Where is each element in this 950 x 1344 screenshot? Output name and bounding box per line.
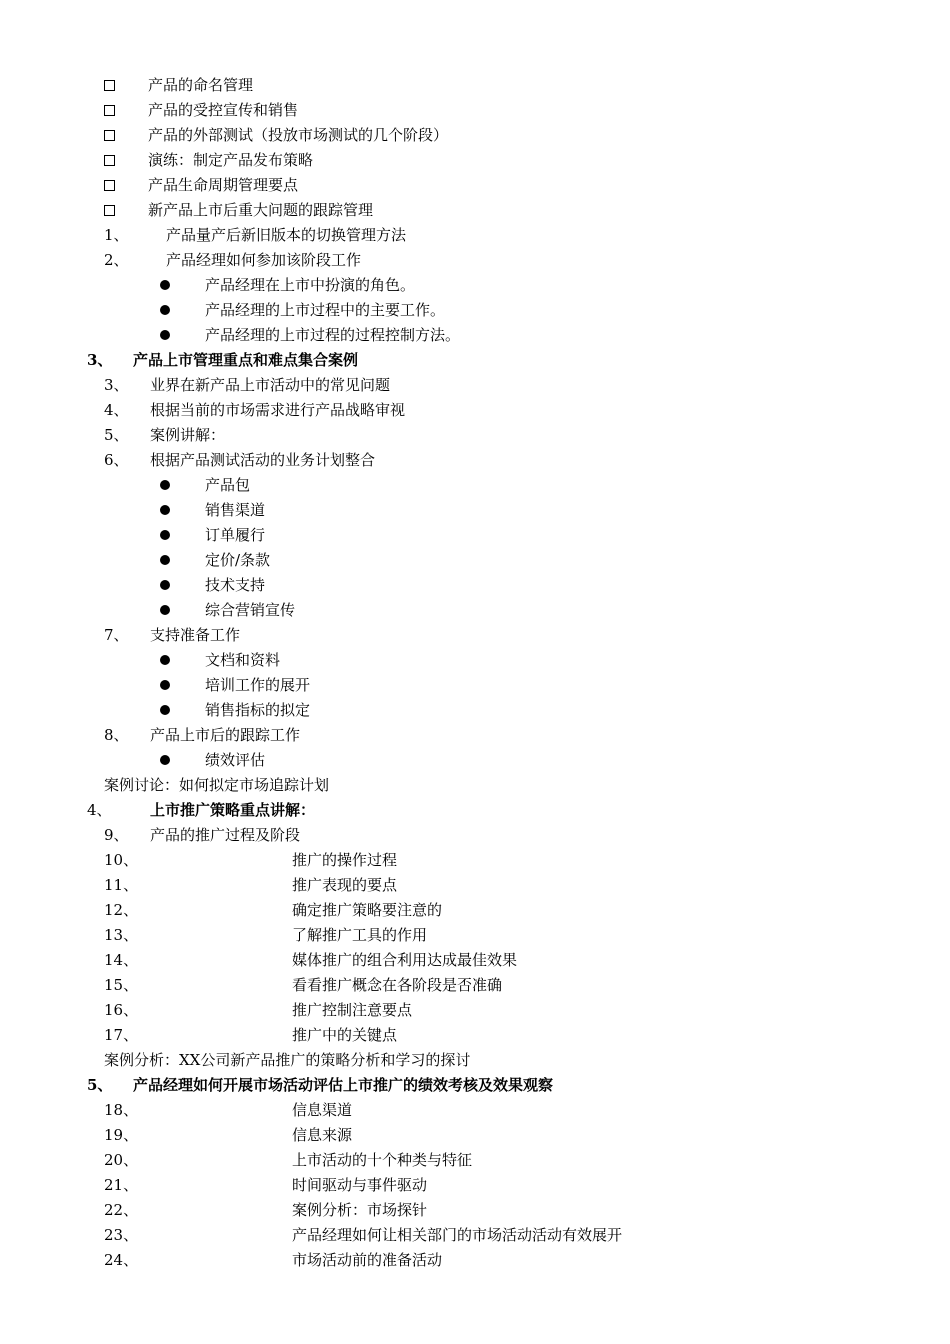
square-bullet-icon [104, 105, 115, 116]
list-item: 产品的命名管理 [0, 73, 950, 98]
bullet-item: 销售指标的拟定 [0, 698, 950, 723]
list-item: 产品的受控宣传和销售 [0, 98, 950, 123]
numbered-item: 4、 根据当前的市场需求进行产品战略审视 [104, 401, 406, 419]
list-item: 产品生命周期管理要点 [0, 173, 950, 198]
round-bullet-icon [160, 330, 170, 340]
list-item: 演练：制定产品发布策略 [0, 148, 950, 173]
numbered-item: 14、 媒体推广的组合利用达成最佳效果 [104, 951, 518, 969]
square-bullet-icon [104, 130, 115, 141]
round-bullet-icon [160, 580, 170, 590]
numbered-item: 10、 推广的操作过程 [104, 851, 398, 869]
numbered-item: 18、 信息渠道 [104, 1101, 353, 1119]
round-bullet-icon [160, 655, 170, 665]
numbered-item: 20、 上市活动的十个种类与特征 [104, 1151, 473, 1169]
bullet-item: 文档和资料 [0, 648, 950, 673]
bullet-item: 产品经理的上市过程中的主要工作。 [0, 298, 950, 323]
bullet-item: 产品包 [0, 473, 950, 498]
square-bullet-icon [104, 80, 115, 91]
square-bullet-icon [104, 180, 115, 191]
numbered-item: 17、 推广中的关键点 [104, 1026, 398, 1044]
round-bullet-icon [160, 755, 170, 765]
numbered-item: 1、 产品量产后新旧版本的切换管理方法 [104, 226, 407, 244]
bullet-item: 综合营销宣传 [0, 598, 950, 623]
bullet-item: 培训工作的展开 [0, 673, 950, 698]
numbered-item: 19、 信息来源 [104, 1126, 353, 1144]
numbered-item: 15、 看看推广概念在各阶段是否准确 [104, 976, 503, 994]
bullet-item: 定价/条款 [0, 548, 950, 573]
bullet-item: 产品经理在上市中扮演的角色。 [0, 273, 950, 298]
round-bullet-icon [160, 555, 170, 565]
round-bullet-icon [160, 605, 170, 615]
section-heading: 3、 产品上市管理重点和难点集合案例 [87, 351, 359, 369]
numbered-item: 5、 案例讲解： [104, 426, 226, 444]
numbered-item: 22、 案例分析：市场探针 [104, 1201, 428, 1219]
numbered-item: 16、 推广控制注意要点 [104, 1001, 413, 1019]
numbered-item: 12、 确定推广策略要注意的 [104, 901, 443, 919]
round-bullet-icon [160, 505, 170, 515]
list-item: 新产品上市后重大问题的跟踪管理 [0, 198, 950, 223]
bullet-item: 绩效评估 [0, 748, 950, 773]
square-bullet-icon [104, 205, 115, 216]
case-discussion: 案例讨论：如何拟定市场追踪计划 [104, 776, 330, 794]
numbered-item: 13、 了解推广工具的作用 [104, 926, 428, 944]
case-analysis: 案例分析：XX公司新产品推广的策略分析和学习的探讨 [104, 1051, 471, 1069]
numbered-item: 7、 支持准备工作 [104, 626, 241, 644]
round-bullet-icon [160, 280, 170, 290]
bullet-item: 产品经理的上市过程的过程控制方法。 [0, 323, 950, 348]
numbered-item: 8、 产品上市后的跟踪工作 [104, 726, 301, 744]
square-bullet-icon [104, 155, 115, 166]
round-bullet-icon [160, 480, 170, 490]
round-bullet-icon [160, 680, 170, 690]
numbered-item: 9、 产品的推广过程及阶段 [104, 826, 301, 844]
section-heading: 4、 上市推广策略重点讲解： [87, 801, 316, 819]
numbered-item: 6、 根据产品测试活动的业务计划整合 [104, 451, 376, 469]
bullet-item: 销售渠道 [0, 498, 950, 523]
bullet-item: 技术支持 [0, 573, 950, 598]
section-heading: 5、 产品经理如何开展市场活动评估上市推广的绩效考核及效果观察 [87, 1076, 554, 1094]
numbered-item: 3、 业界在新产品上市活动中的常见问题 [104, 376, 391, 394]
round-bullet-icon [160, 705, 170, 715]
numbered-item: 21、 时间驱动与事件驱动 [104, 1176, 428, 1194]
numbered-item: 11、 推广表现的要点 [104, 876, 398, 894]
numbered-item: 2、 产品经理如何参加该阶段工作 [104, 251, 362, 269]
bullet-item: 订单履行 [0, 523, 950, 548]
round-bullet-icon [160, 305, 170, 315]
numbered-item: 23、 产品经理如何让相关部门的市场活动活动有效展开 [104, 1226, 623, 1244]
round-bullet-icon [160, 530, 170, 540]
numbered-item: 24、 市场活动前的准备活动 [104, 1251, 443, 1269]
list-item: 产品的外部测试（投放市场测试的几个阶段） [0, 123, 950, 148]
